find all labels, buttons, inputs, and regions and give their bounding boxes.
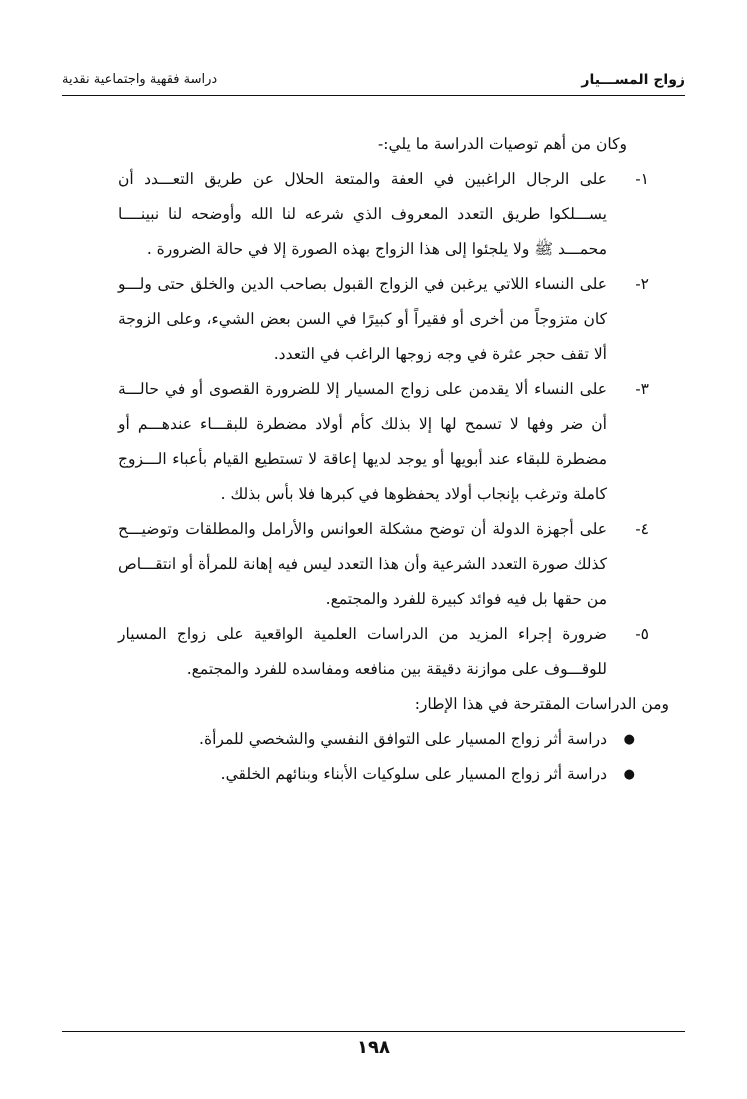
page-number: ١٩٨ [357, 1037, 390, 1058]
recommendation-number: ٤- [635, 520, 649, 538]
recommendation-item [118, 372, 649, 512]
proposed-study-item [118, 722, 649, 757]
recommendation-item [118, 512, 649, 617]
recommendation-item [118, 267, 649, 372]
recommendation-number: ٢- [635, 275, 649, 293]
proposed-studies-heading: ومن الدراسات المقترحة في هذا الإطار: [414, 695, 669, 713]
header-rule [62, 95, 685, 96]
recommendation-text: على النساء اللاتي يرغبن في الزواج القبول بصاحب الدين والخلق حتى ولـــو كان متزوجاً من أخرى أو فقيراً أو كبيرًا في السن بعض الشيء، وعلى الزوجة ألا تقف حجر عثرة في وجه زوجها الراغب في التعدد. [118, 275, 607, 363]
recommendation-item [118, 162, 649, 267]
recommendation-item [118, 617, 649, 687]
book-title: زواج المســـيار [581, 72, 685, 88]
recommendation-number: ٥- [635, 625, 649, 643]
bullet-icon: ● [623, 767, 635, 782]
recommendation-number: ١- [635, 170, 649, 188]
proposed-study-text: دراسة أثر زواج المسيار على التوافق النفسي والشخصي للمرأة. [199, 730, 607, 748]
footer-rule [62, 1031, 685, 1032]
recommendation-text: على الرجال الراغبين في العفة والمتعة الحلال عن طريق التعـــدد أن يســـلكوا طريق التعدد المعروف الذي شرعه لنا الله وأوضحه لنا نبينــــا محمـــد ﷺ ولا يلجئوا إلى هذا الزواج بهذه الصورة إلا في حالة الضرورة . [118, 170, 607, 258]
recommendation-text: ضرورة إجراء المزيد من الدراسات العلمية الواقعية على زواج المسيار للوقـــوف على موازنة دقيقة بين منافعه ومفاسده للفرد والمجتمع. [118, 625, 607, 678]
recommendation-number: ٣- [635, 380, 649, 398]
recommendations-intro: وكان من أهم توصيات الدراسة ما يلي:- [377, 135, 627, 153]
book-subtitle: دراسة فقهية واجتماعية نقدية [62, 72, 218, 87]
recommendation-text: على أجهزة الدولة أن توضح مشكلة العوانس والأرامل والمطلقات وتوضيـــح كذلك صورة التعدد الشرعية وأن هذا التعدد ليس فيه إهانة للمرأة أو انتقـــاص من حقها بل فيه فوائد كبيرة للفرد والمجتمع. [118, 520, 607, 608]
proposed-study-text: دراسة أثر زواج المسيار على سلوكيات الأبناء وبنائهم الخلقي. [220, 765, 607, 783]
page-body [118, 127, 669, 792]
recommendation-text: على النساء ألا يقدمن على زواج المسيار إلا للضرورة القصوى أو في حالـــة أن ضر وفها لا تسمح لها إلا بذلك كأم أولاد مضطرة للبقـــاء عندهـــم أو مضطرة للبقاء عند أبويها أو يوجد لديها إعاقة لا تستطيع القيام بأعباء الـــزوج كاملة وترغب بإنجاب أولاد يحفظوها في كبرها فلا بأس بذلك . [118, 380, 607, 503]
proposed-study-item [118, 757, 649, 792]
bullet-icon: ● [623, 732, 635, 747]
running-header [62, 72, 685, 94]
